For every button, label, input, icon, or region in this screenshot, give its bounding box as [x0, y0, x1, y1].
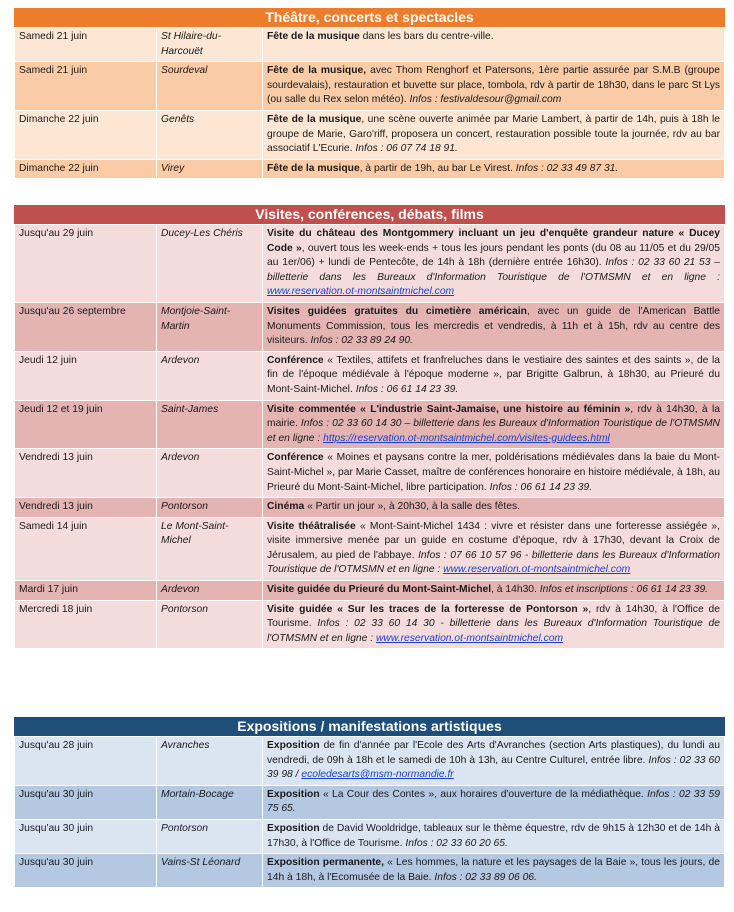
event-description: [263, 225, 725, 303]
event-text: dans les bars du centre-ville.: [359, 31, 494, 42]
event-row: [15, 400, 725, 449]
event-row: [15, 498, 725, 518]
event-text: Exposition: [267, 822, 320, 834]
event-place: Ducey-Les Chéris: [157, 225, 263, 303]
event-row: [15, 854, 725, 888]
event-text: , rdv à 14h30, à l'Office de Tourisme.: [267, 603, 720, 630]
event-text: Infos : 02 33 89 06 06.: [434, 871, 537, 883]
event-place: Vains-St Léonard: [157, 854, 263, 888]
event-place: Pontorson: [157, 600, 263, 649]
event-text: Exposition: [267, 788, 320, 800]
event-date: Mardi 17 juin: [15, 581, 157, 601]
event-row: [15, 449, 725, 498]
event-text: Infos : 02 33 60 20 65.: [405, 837, 508, 849]
event-text: Infos : 06 61 14 23 39.: [355, 383, 459, 395]
event-date: Jusqu'au 30 juin: [15, 819, 157, 853]
event-text: , avec un guide de l'American Battle Monuments Commission, tous les mercredis et vendredis, à 11h et à 15h, rdv au centre des visiteurs.: [267, 305, 720, 347]
event-text: Infos : 02 33 60 21 53 – billetterie dans les Bureaux d'Information Touristique de l'OTMSMN et en ligne :: [267, 257, 720, 283]
event-text: Visite guidée du Prieuré du Mont-Saint-Michel: [267, 584, 492, 596]
event-description: [263, 28, 725, 62]
event-text: Conférence: [267, 452, 324, 464]
event-description: [263, 600, 725, 649]
event-place: Sourdeval: [157, 62, 263, 111]
event-place: Avranches: [157, 737, 263, 786]
event-text: Infos : 02 33 60 14 30 – billetterie dans les Bureaux d'Information Touristique de l'OTMSMN et en ligne :: [267, 418, 720, 444]
event-row: [15, 62, 725, 111]
event-text: Infos : 07 66 10 57 96 - billetterie dans les Bureaux d'Information Touristique de l'OTMSMN et en ligne :: [267, 549, 721, 576]
event-row: [15, 110, 725, 159]
event-text: Infos et inscriptions : 06 61 14 23 39.: [539, 584, 709, 596]
event-text: « Moines et paysans contre la mer, poldérisations médiévales dans la baie du Mont-Saint-Michel », par Marie Casset, maître de conférences honoraire en histoire médiévale, à 18h, au Prieuré du Mont-Saint-Michel, libre participation.: [267, 452, 720, 493]
event-text: Cinéma: [267, 501, 305, 513]
event-description: [263, 159, 725, 179]
event-text: Infos : 06 61 14 23 39.: [489, 481, 593, 493]
event-text: de fin d'année par l'Ecole des Arts d'Avranches (section Arts plastiques), du lundi au vendredi, de 09h à 18h et le samedi de 10h à 13h, au Centre Culturel, entrée libre.: [267, 740, 720, 766]
event-text: Infos : 06 07 74 18 91.: [355, 143, 458, 155]
event-row: [15, 351, 725, 400]
event-date: Vendredi 13 juin: [15, 449, 157, 498]
event-text: Exposition: [267, 740, 320, 751]
event-text: Visite commentée « L'industrie Saint-Jamaise, une histoire au féminin »: [267, 403, 631, 415]
events-table: [14, 224, 725, 649]
event-text: « Mont-Saint-Michel 1434 : vivre et résister dans une forteresse assiégée », visite immersive menée par un guide en costume d'époque, rdv à 17h30, devant la Croix de Jérusalem, au pied de l'abbaye.: [267, 520, 720, 561]
event-row: [15, 819, 725, 853]
event-text: avec Thom Renghorf et Patersons, 1ère partie assurée par S.M.B (groupe sourdevalais), restauration et buvette sur place, tombola, rdv à partir de 18h30, dans le parc St Lys (ou salle du Rex selon météo).: [267, 65, 720, 106]
event-place: Saint-James: [157, 400, 263, 449]
event-row: [15, 28, 725, 62]
event-date: Jusqu'au 30 juin: [15, 854, 157, 888]
event-date: Jusqu'au 29 juin: [15, 225, 157, 303]
event-link[interactable]: www.reservation.ot-montsaintmichel.com: [443, 564, 631, 576]
event-place: Pontorson: [157, 819, 263, 853]
event-date: Samedi 21 juin: [15, 28, 157, 62]
event-text: Fête de la musique: [267, 113, 362, 125]
event-row: [15, 225, 725, 303]
event-text: « Les hommes, la nature et les paysages de la Baie », tous les jours, de 14h à 18h, à l'Ecomusée de la Baie.: [267, 857, 720, 883]
section-visites-conferences: [14, 205, 725, 649]
event-row: [15, 785, 725, 819]
section-title: Expositions / manifestations artistiques: [14, 717, 725, 736]
event-text: Fête de la musique: [267, 31, 360, 42]
event-date: Mercredi 18 juin: [15, 600, 157, 649]
event-description: [263, 517, 725, 580]
event-description: [263, 737, 725, 786]
event-text: , ouvert tous les week-ends + tous les jours pendant les ponts (du 08 au 11/05 et du 29/05 au 1er/06) + lundi de Pentecôte, de 14h à 18h (dernière entrée 16h30).: [267, 242, 720, 269]
event-place: Ardevon: [157, 581, 263, 601]
event-text: Visite du château des Montgommery incluant un jeu d'enquête grandeur nature « Ducey Code »: [267, 228, 720, 254]
event-text: Exposition permanente,: [267, 857, 385, 869]
event-text: de David Wooldridge, tableaux sur le thème équestre, rdv de 9h15 à 12h30 et de 14h à 17h30, à l'Office de Tourisme.: [267, 822, 720, 849]
event-row: [15, 737, 725, 786]
event-text: Infos : 02 33 60 14 30 - billetterie dans les Bureaux d'Information Touristique de l'OTMSMN et en ligne :: [267, 618, 720, 644]
event-row: [15, 159, 725, 179]
event-text: Visite guidée « Sur les traces de la forteresse de Pontorson »: [267, 603, 589, 615]
event-text: Visites guidées gratuites du cimetière américain: [267, 305, 527, 317]
event-text: Infos : 02 33 59 75 65.: [267, 788, 720, 815]
event-place: Pontorson: [157, 498, 263, 518]
event-date: Jusqu'au 30 juin: [15, 785, 157, 819]
event-text: Fête de la musique: [267, 162, 360, 174]
event-text: « Textiles, attifets et franfreluches dans le vestiaire des saintes et des saints », de la fin de l'époque médiévale à l'époque moderne », par Brigitte Galbrun, à 18h30, au Prieuré du Mont-Saint-Michel.: [267, 354, 720, 395]
event-date: Dimanche 22 juin: [15, 110, 157, 159]
event-text: « La Cour des Contes », aux horaires d'ouverture de la médiathèque.: [319, 788, 648, 800]
event-description: [263, 62, 725, 111]
event-text: Infos : 02 33 49 87 31.: [515, 162, 619, 174]
event-date: Jusqu'au 28 juin: [15, 737, 157, 786]
event-link[interactable]: ecoledesarts@msm-normandie.fr: [301, 769, 454, 781]
event-text: « Partir un jour », à 20h30, à la salle des fêtes.: [304, 501, 520, 513]
event-place: Genêts: [157, 110, 263, 159]
event-description: [263, 819, 725, 853]
event-date: Vendredi 13 juin: [15, 498, 157, 518]
event-date: Jeudi 12 juin: [15, 351, 157, 400]
events-table: [14, 27, 725, 179]
event-date: Dimanche 22 juin: [15, 159, 157, 179]
event-place: St Hilaire-du-Harcouët: [157, 28, 263, 62]
event-place: Ardevon: [157, 351, 263, 400]
event-text: , à partir de 19h, au bar Le Virest.: [359, 162, 516, 174]
event-text: , à 14h30.: [491, 584, 540, 596]
event-text: , une scène ouverte animée par Marie Lambert, à partir de 14h, puis à 18h le groupe de Marie, Garo'riff, proposera un concert, restauration possible toute la journée, rdv au bar associatif L'Ecurie.: [267, 113, 720, 155]
event-text: Visite théâtralisée: [267, 520, 356, 532]
event-description: [263, 498, 725, 518]
event-description: [263, 302, 725, 351]
event-date: Samedi 14 juin: [15, 517, 157, 580]
event-description: [263, 785, 725, 819]
section-title: Visites, conférences, débats, films: [14, 205, 725, 224]
event-text: Infos : festivaldesour@gmail.com: [409, 94, 562, 106]
event-place: Mortain-Bocage: [157, 785, 263, 819]
event-link[interactable]: https://reservation.ot-montsaintmichel.com/visites-guidees.html: [323, 432, 610, 444]
event-place: Virey: [157, 159, 263, 179]
event-date: Jusqu'au 26 septembre: [15, 302, 157, 351]
event-text: Fête de la musique,: [267, 65, 367, 77]
event-text: , rdv à 14h30, à la mairie.: [267, 403, 720, 430]
event-place: Le Mont-Saint-Michel: [157, 517, 263, 580]
event-description: [263, 400, 725, 449]
event-text: Infos : 02 33 60 39 98 /: [267, 754, 720, 781]
event-row: [15, 517, 725, 580]
event-text: Infos : 02 33 89 24 90.: [310, 335, 413, 347]
event-date: Jeudi 12 et 19 juin: [15, 400, 157, 449]
event-link[interactable]: www.reservation.ot-montsaintmichel.com: [375, 632, 564, 644]
event-place: Montjoie-Saint-Martin: [157, 302, 263, 351]
event-row: [15, 302, 725, 351]
event-description: [263, 110, 725, 159]
section-title: Théâtre, concerts et spectacles: [14, 8, 725, 27]
event-row: [15, 581, 725, 601]
event-description: [263, 854, 725, 888]
section-expositions: [14, 717, 725, 888]
events-table: [14, 736, 725, 888]
event-date: Samedi 21 juin: [15, 62, 157, 111]
event-link[interactable]: www.reservation.ot-montsaintmichel.com: [267, 286, 455, 298]
event-description: [263, 351, 725, 400]
event-row: [15, 600, 725, 649]
event-place: Ardevon: [157, 449, 263, 498]
section-theatre-concerts: [14, 8, 725, 179]
event-description: [263, 581, 725, 601]
event-description: [263, 449, 725, 498]
event-text: Conférence: [267, 354, 324, 366]
